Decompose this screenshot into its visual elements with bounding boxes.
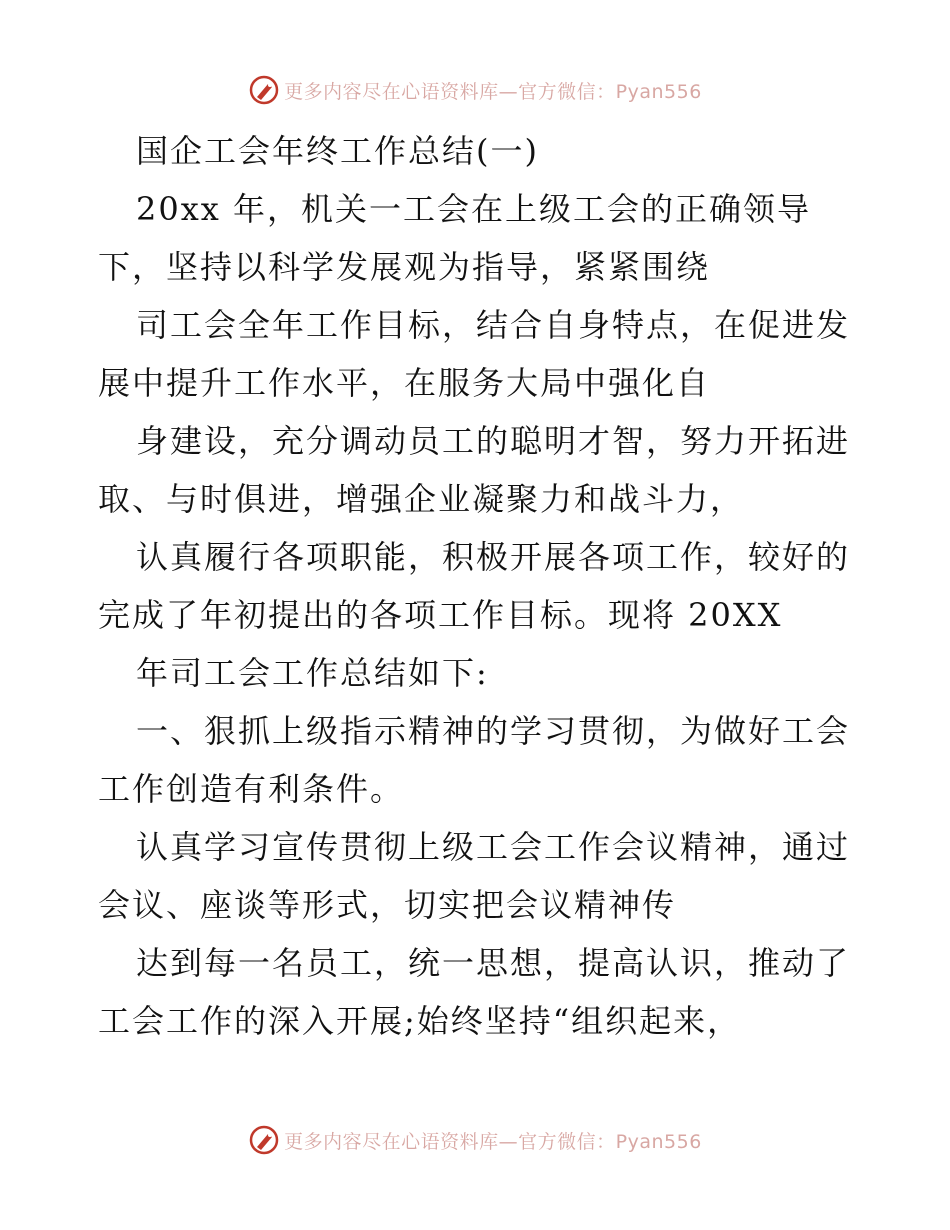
pen-logo-icon	[248, 1124, 280, 1156]
text-line: 下，坚持以科学发展观为指导，紧紧围绕	[98, 248, 711, 286]
text-line: 取、与时俱进，增强企业凝聚力和战斗力，	[98, 480, 745, 518]
text-line: 身建设，充分调动员工的聪明才智，努力开拓进	[136, 422, 851, 460]
text-line: 工作创造有利条件。	[98, 770, 405, 808]
text-line: 认真学习宣传贯彻上级工会工作会议精神，通过	[136, 828, 851, 866]
watermark-text: 更多内容尽在心语资料库—官方微信：Pyan556	[284, 1130, 702, 1153]
watermark-text: 更多内容尽在心语资料库—官方微信：Pyan556	[284, 80, 702, 103]
watermark-footer	[0, 1120, 950, 1160]
text-line: 认真履行各项职能，积极开展各项工作，较好的	[136, 538, 851, 576]
text-line: 一、狠抓上级指示精神的学习贯彻，为做好工会	[136, 712, 851, 750]
text-line: 完成了年初提出的各项工作目标。现将 20XX	[98, 596, 783, 634]
watermark-header	[0, 70, 950, 110]
text-line: 20xx 年，机关一工会在上级工会的正确领导	[136, 190, 811, 228]
text-line: 展中提升工作水平，在服务大局中强化自	[98, 364, 711, 402]
text-line: 司工会全年工作目标，结合自身特点，在促进发	[136, 306, 851, 344]
text-line: 工会工作的深入开展;始终坚持“组织起来，	[98, 1002, 742, 1040]
text-line: 年司工会工作总结如下:	[136, 654, 489, 692]
pen-logo-icon	[248, 74, 280, 106]
document-body	[98, 122, 858, 1050]
text-line: 达到每一名员工，统一思想，提高认识，推动了	[136, 944, 851, 982]
text-line: 会议、座谈等形式，切实把会议精神传	[98, 886, 677, 924]
text-line: 国企工会年终工作总结(一)	[136, 132, 539, 170]
